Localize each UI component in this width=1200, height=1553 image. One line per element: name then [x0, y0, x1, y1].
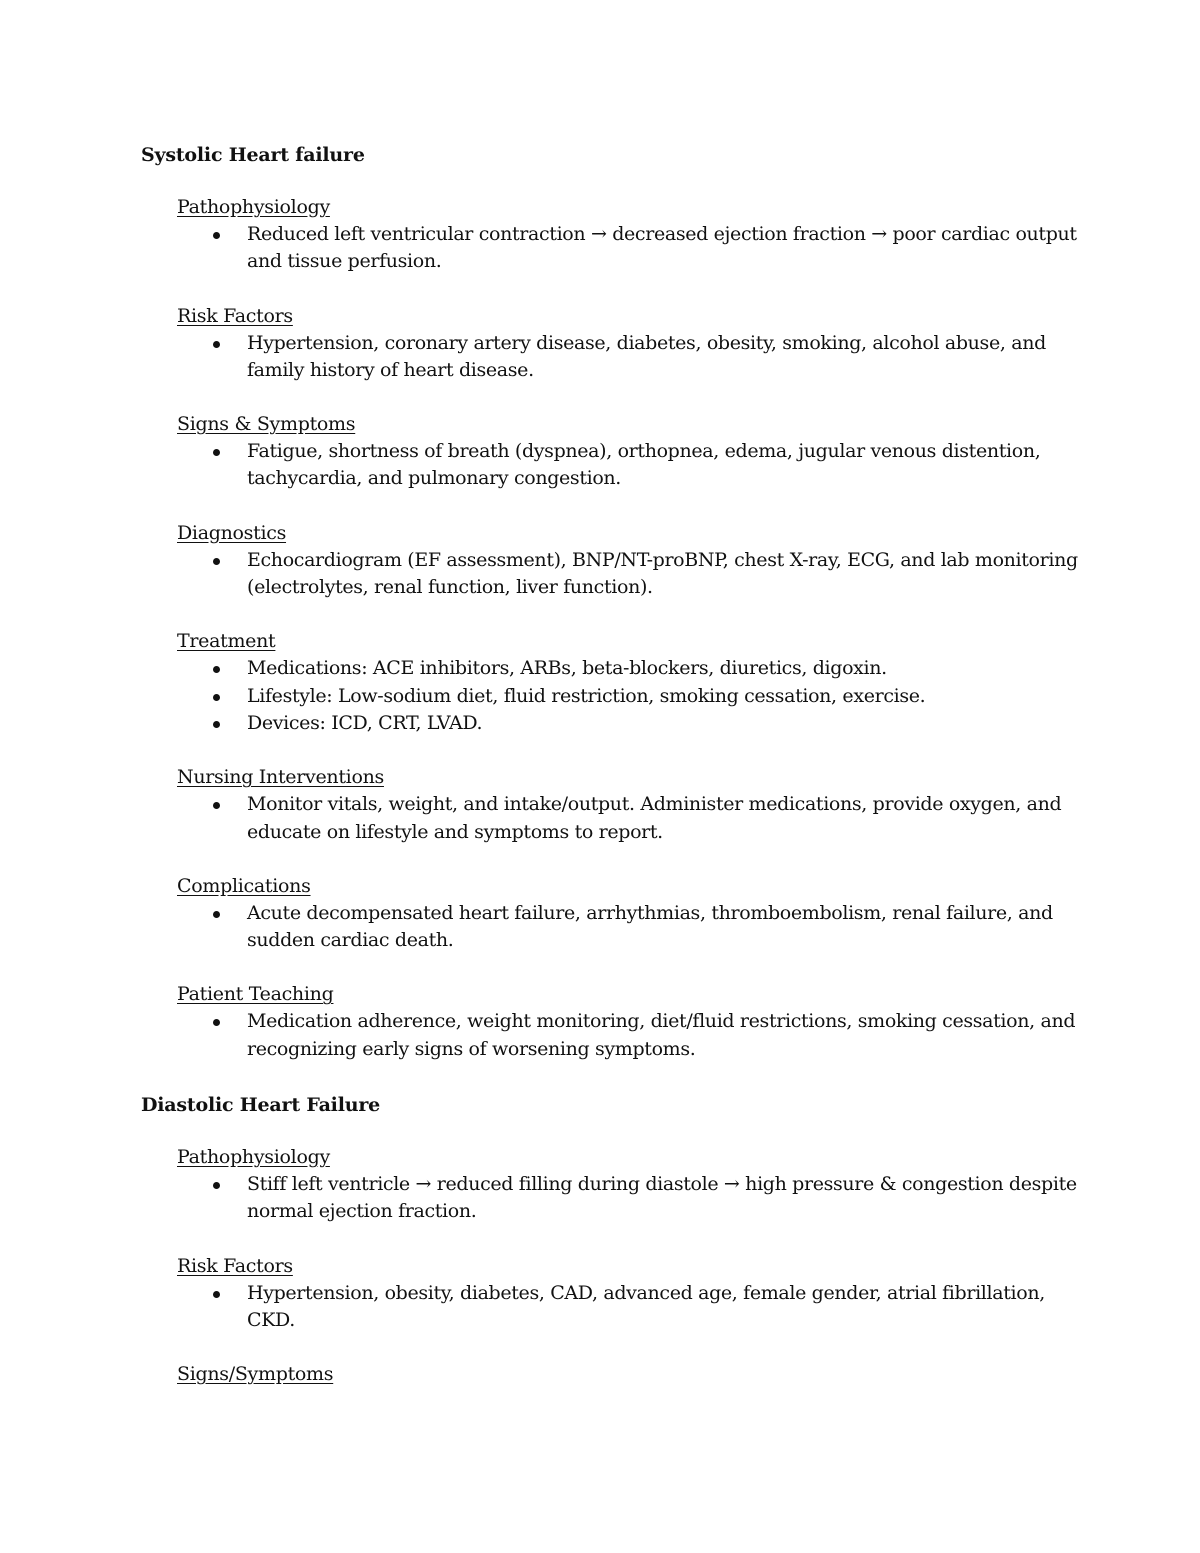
subsection-heading: Risk Factors — [177, 1254, 293, 1277]
subsection-heading: Diagnostics — [177, 521, 287, 544]
bullet-list — [177, 1171, 1081, 1226]
subsection — [177, 1144, 1081, 1226]
bullet-dot-icon — [213, 1291, 220, 1298]
subsection — [177, 1253, 1081, 1335]
bullet-text: Medications: ACE inhibitors, ARBs, beta-blockers, diuretics, digoxin. — [247, 657, 887, 680]
subsection-heading: Complications — [177, 874, 311, 897]
bullet-text: Lifestyle: Low-sodium diet, fluid restriction, smoking cessation, exercise. — [247, 684, 926, 707]
bullet-list — [177, 438, 1081, 493]
subsection-heading: Signs & Symptoms — [177, 413, 356, 436]
subsection-heading: Nursing Interventions — [177, 766, 384, 789]
bullet-text: Medication adherence, weight monitoring, diet/fluid restrictions, smoking cessation, and recognizing early signs of worsening symptoms. — [247, 1010, 1076, 1060]
bullet-dot-icon — [213, 911, 220, 918]
bullet-dot-icon — [213, 449, 220, 456]
subsection — [177, 764, 1081, 846]
bullet-list — [177, 330, 1081, 385]
subsection — [177, 303, 1081, 385]
bullet-item — [177, 1171, 1081, 1226]
bullet-text: Stiff left ventricle → reduced filling during diastole → high pressure & congestion despite normal ejection fraction. — [247, 1173, 1077, 1223]
bullet-item — [177, 683, 1081, 710]
bullet-text: Fatigue, shortness of breath (dyspnea), orthopnea, edema, jugular venous distention, tachycardia, and pulmonary congestion. — [247, 440, 1041, 490]
subsection — [177, 411, 1081, 493]
document-body — [141, 140, 1081, 1415]
bullet-text: Reduced left ventricular contraction → decreased ejection fraction → poor cardiac output and tissue perfusion. — [247, 223, 1077, 273]
bullet-text: Monitor vitals, weight, and intake/output. Administer medications, provide oxygen, and educate on lifestyle and symptoms to report. — [247, 793, 1062, 843]
bullet-item — [177, 330, 1081, 385]
subsection-heading: Pathophysiology — [177, 1146, 330, 1169]
subsection-heading: Risk Factors — [177, 304, 293, 327]
bullet-list — [177, 655, 1081, 737]
bullet-dot-icon — [213, 1019, 220, 1026]
subsection-heading: Pathophysiology — [177, 196, 330, 218]
bullet-dot-icon — [213, 721, 220, 728]
document-section — [141, 140, 1081, 1063]
bullet-list — [177, 547, 1081, 602]
subsection — [177, 981, 1081, 1063]
bullet-item — [177, 221, 1081, 276]
bullet-item — [177, 655, 1081, 682]
bullet-item — [177, 710, 1081, 737]
bullet-item — [177, 791, 1081, 846]
bullet-list — [177, 1280, 1081, 1335]
bullet-item — [177, 438, 1081, 493]
subsection-heading: Patient Teaching — [177, 983, 334, 1006]
bullet-dot-icon — [213, 694, 220, 701]
subsection-heading: Treatment — [177, 630, 276, 653]
bullet-list — [177, 1008, 1081, 1063]
section-title: Systolic Heart failure — [141, 144, 365, 166]
subsection-heading: Signs/Symptoms — [177, 1363, 334, 1386]
bullet-dot-icon — [213, 1182, 220, 1189]
bullet-dot-icon — [213, 232, 220, 239]
bullet-text: Hypertension, coronary artery disease, diabetes, obesity, smoking, alcohol abuse, and family history of heart disease. — [247, 331, 1046, 381]
bullet-text: Devices: ICD, CRT, LVAD. — [247, 711, 483, 734]
bullet-text: Echocardiogram (EF assessment), BNP/NT-proBNP, chest X-ray, ECG, and lab monitoring (electrolytes, renal function, liver function). — [247, 548, 1078, 599]
bullet-list — [177, 900, 1081, 955]
subsection — [177, 873, 1081, 955]
subsection — [177, 1361, 1081, 1388]
bullet-text: Hypertension, obesity, diabetes, CAD, advanced age, female gender, atrial fibrillation, CKD. — [247, 1281, 1045, 1331]
subsection — [177, 194, 1081, 276]
bullet-item — [177, 547, 1081, 602]
bullet-item — [177, 1008, 1081, 1063]
subsection — [177, 520, 1081, 602]
section-title: Diastolic Heart Failure — [141, 1094, 381, 1117]
bullet-list — [177, 791, 1081, 846]
bullet-item — [177, 1280, 1081, 1335]
bullet-dot-icon — [213, 802, 220, 809]
bullet-list — [177, 221, 1081, 276]
bullet-dot-icon — [213, 558, 220, 565]
bullet-item — [177, 900, 1081, 955]
document-section — [141, 1090, 1081, 1388]
bullet-dot-icon — [213, 341, 220, 348]
subsection — [177, 628, 1081, 737]
bullet-dot-icon — [213, 666, 220, 673]
bullet-text: Acute decompensated heart failure, arrhythmias, thromboembolism, renal failure, and sudden cardiac death. — [247, 901, 1053, 952]
